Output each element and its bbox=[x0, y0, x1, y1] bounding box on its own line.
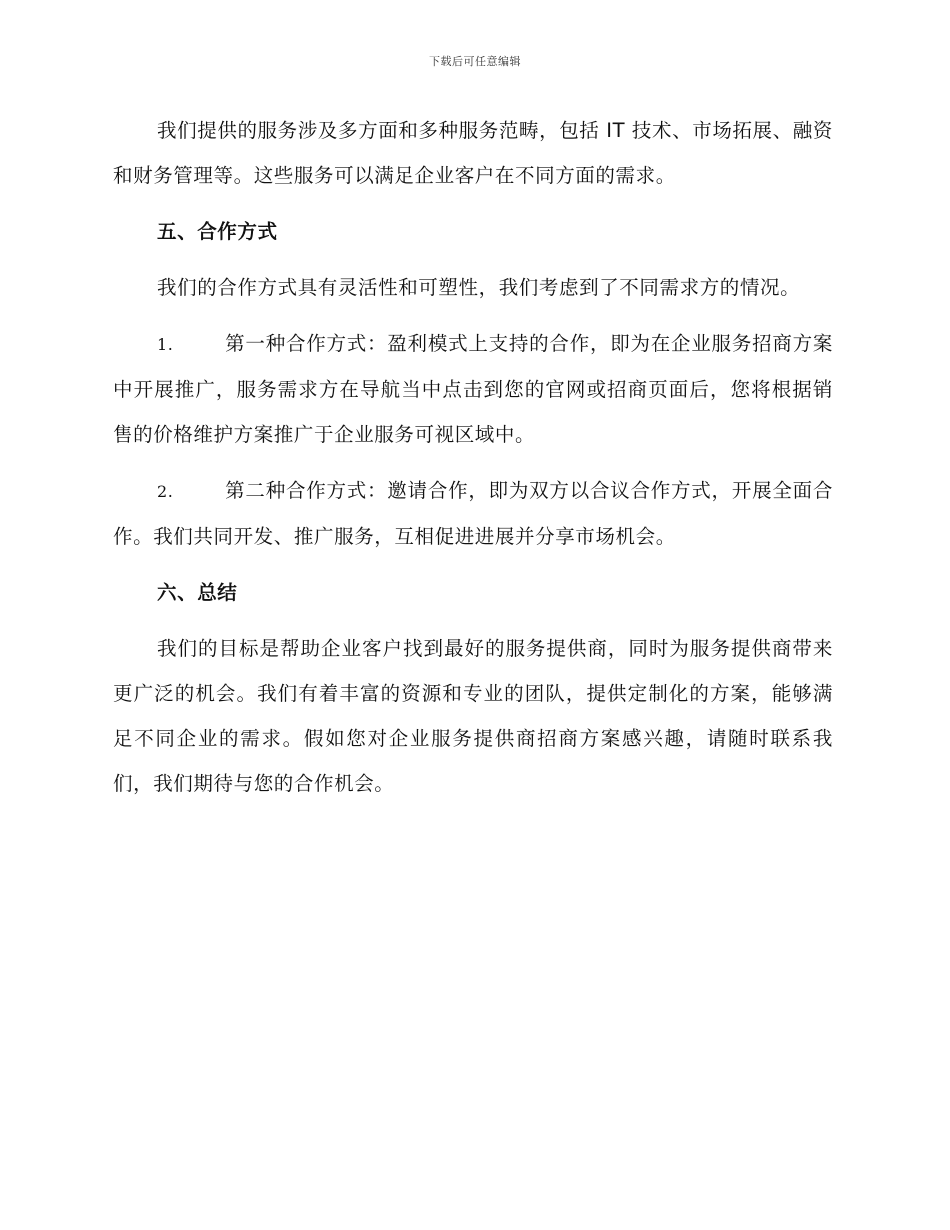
list-item-text: 第一种合作方式：盈利模式上支持的合作，即为在企业服务招商方案中开展推广，服务需求方在导航当中点击到您的官网或招商页面后，您将根据销售的价格维护方案推广于企业服务可视区域中。 bbox=[113, 332, 833, 446]
document-body bbox=[113, 108, 833, 806]
section-heading-cooperation: 五、合作方式 bbox=[157, 220, 278, 243]
services-paragraph: 我们提供的服务涉及多方面和多种服务范畴，包括 IT 技术、市场拓展、融资和财务管理等。这些服务可以满足企业客户在不同方面的需求。 bbox=[113, 119, 833, 187]
list-item-text: 第二种合作方式：邀请合作，即为双方以合议合作方式，开展全面合作。我们共同开发、推广服务，互相促进进展并分享市场机会。 bbox=[113, 479, 833, 548]
summary-paragraph: 我们的目标是帮助企业客户找到最好的服务提供商，同时为服务提供商带来更广泛的机会。我们有着丰富的资源和专业的团队，提供定制化的方案，能够满足不同企业的需求。假如您对企业服务提供商招商方案感兴趣，请随时联系我们，我们期待与您的合作机会。 bbox=[113, 637, 833, 795]
section-heading-summary: 六、总结 bbox=[157, 581, 238, 604]
list-number: 1. bbox=[157, 335, 174, 354]
cooperation-list-item-2 bbox=[113, 468, 833, 559]
cooperation-list-item-1 bbox=[113, 321, 833, 457]
cooperation-intro-paragraph: 我们的合作方式具有灵活性和可塑性，我们考虑到了不同需求方的情况。 bbox=[157, 276, 801, 299]
list-number: 2. bbox=[157, 482, 174, 501]
page-header-note: 下载后可任意编辑 bbox=[429, 55, 521, 68]
